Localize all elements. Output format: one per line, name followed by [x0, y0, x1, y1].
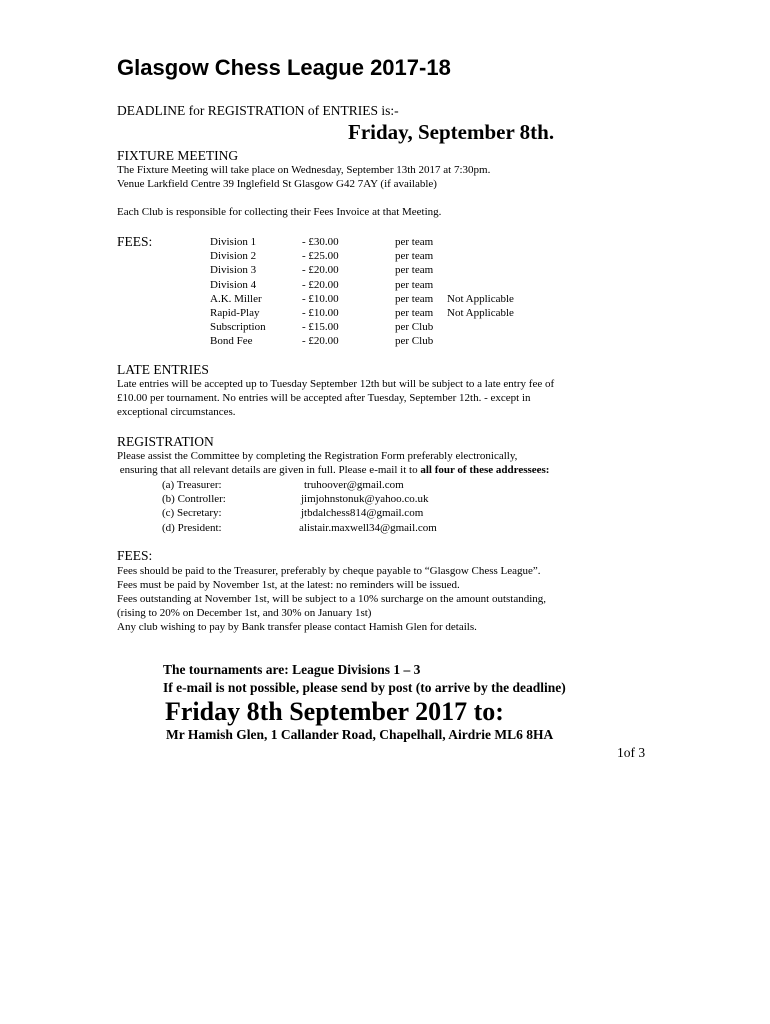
tournaments-line: The tournaments are: League Divisions 1 – 3 — [163, 662, 421, 677]
fee-item: Bond Fee — [210, 335, 253, 348]
registration-line-1: Please assist the Committee by completing the Registration Form preferably electronically, — [117, 450, 518, 462]
page-number: 1of 3 — [617, 745, 646, 760]
contact-email-link[interactable]: alistair.maxwell34@gmail.com — [299, 521, 437, 534]
deadline-label: DEADLINE for REGISTRATION of ENTRIES is:- — [117, 103, 399, 118]
late-heading: LATE ENTRIES — [117, 362, 209, 377]
contact-email-link[interactable]: jimjohnstonuk@yahoo.co.uk — [301, 493, 429, 506]
contact-email-link[interactable]: jtbdalchess814@gmail.com — [301, 507, 424, 520]
fee-amount: - £20.00 — [302, 278, 339, 291]
fee-item: Rapid-Play — [210, 307, 260, 319]
contact-role: (b) Controller: — [162, 493, 226, 506]
contact-role: (c) Secretary: — [162, 507, 222, 520]
fees2-line-3: Fees outstanding at November 1st, will be subject to a 10% surcharge on the amount outstanding, — [117, 593, 547, 605]
contact-role: (d) President: — [162, 521, 222, 534]
fee-item: A.K. Miller — [210, 292, 262, 305]
late-line-2: £10.00 per tournament. No entries will be accepted after Tuesday, September 12th. - except in — [117, 392, 531, 404]
registration-addressees: all four of these addressees: — [420, 464, 550, 476]
fee-note: Not Applicable — [447, 292, 514, 305]
fee-amount: - £20.00 — [302, 335, 339, 348]
fees2-line-1: Fees should be paid to the Treasurer, preferably by cheque payable to “Glasgow Chess League”. — [117, 565, 541, 577]
fee-amount: - £10.00 — [302, 307, 339, 319]
fee-unit: per team — [395, 307, 434, 319]
registration-line-2 — [117, 464, 549, 476]
fees-heading: FEES: — [117, 234, 153, 249]
contact-role: (a) Treasurer: — [162, 479, 222, 491]
fee-unit: per team — [395, 264, 434, 277]
fee-note: Not Applicable — [447, 307, 514, 319]
fee-amount: - £25.00 — [302, 250, 339, 263]
fee-unit: per Club — [395, 335, 434, 348]
late-line-3: exceptional circumstances. — [117, 406, 236, 418]
page-title: Glasgow Chess League 2017-18 — [117, 55, 451, 80]
fee-item: Subscription — [210, 321, 266, 334]
fees2-line-4: (rising to 20% on December 1st, and 30% on January 1st) — [117, 607, 372, 619]
fee-amount: - £20.00 — [302, 264, 339, 277]
fee-unit: per team — [395, 292, 434, 305]
fee-unit: per team — [395, 278, 434, 291]
late-line-1: Late entries will be accepted up to Tuesday September 12th but will be subject to a late entry fee of — [117, 378, 555, 390]
fee-unit: per team — [395, 236, 434, 248]
fee-amount: - £30.00 — [302, 236, 339, 248]
fee-item: Division 1 — [210, 236, 257, 248]
fee-amount: - £10.00 — [302, 292, 339, 305]
fixture-line-1: The Fixture Meeting will take place on Wednesday, September 13th 2017 at 7:30pm. — [117, 164, 491, 176]
registration-heading: REGISTRATION — [117, 434, 214, 449]
fee-item: Division 3 — [210, 264, 257, 277]
fee-amount: - £15.00 — [302, 321, 339, 334]
fee-unit: per team — [395, 250, 434, 263]
fee-unit: per Club — [395, 321, 434, 334]
fees2-line-5: Any club wishing to pay by Bank transfer please contact Hamish Glen for details. — [117, 621, 477, 633]
fixture-heading: FIXTURE MEETING — [117, 148, 239, 163]
contact-email-link[interactable]: truhoover@gmail.com — [304, 479, 404, 491]
fees2-heading: FEES: — [117, 548, 153, 563]
fee-item: Division 4 — [210, 278, 257, 291]
fee-item: Division 2 — [210, 250, 257, 263]
fixture-line-2: Venue Larkfield Centre 39 Inglefield St Glasgow G42 7AY (if available) — [117, 178, 437, 190]
postal-address: Mr Hamish Glen, 1 Callander Road, Chapelhall, Airdrie ML6 8HA — [166, 727, 554, 742]
deadline-date: Friday, September 8th. — [348, 120, 555, 144]
registration-line-2-text: ensuring that all relevant details are given in full. Please e-mail it to — [117, 464, 421, 476]
closing-date: Friday 8th September 2017 to: — [165, 697, 504, 726]
post-line: If e-mail is not possible, please send by post (to arrive by the deadline) — [163, 680, 566, 695]
fixture-line-3: Each Club is responsible for collecting their Fees Invoice at that Meeting. — [117, 206, 442, 218]
fees2-line-2: Fees must be paid by November 1st, at the latest: no reminders will be issued. — [117, 579, 460, 591]
